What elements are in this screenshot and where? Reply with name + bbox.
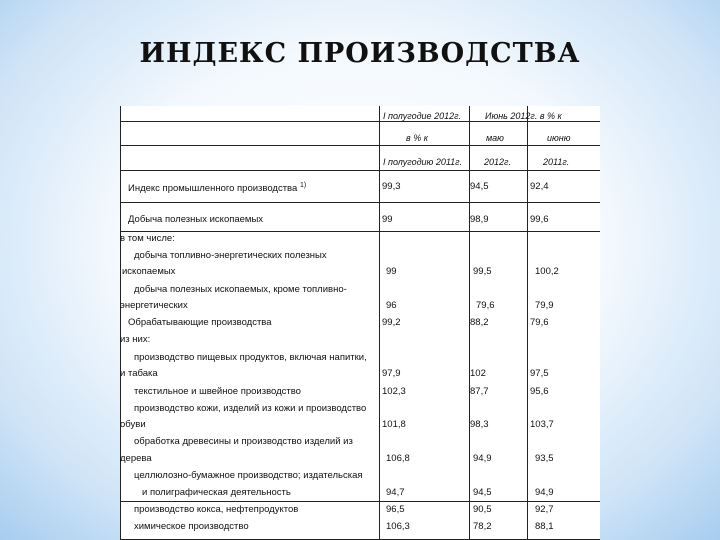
header-col1-line3: I полугодию 2011г.: [383, 157, 463, 167]
row-rule-1: [120, 202, 600, 203]
table-cell: 99: [386, 266, 397, 277]
table-cell: 95,6: [530, 386, 549, 397]
table-cell: 99,3: [382, 181, 401, 192]
header-rule-3: [120, 170, 600, 171]
table-cell: 79,6: [476, 300, 495, 311]
table-cell: 92,4: [530, 181, 549, 192]
page-title: ИНДЕКС ПРОИЗВОДСТВА: [139, 38, 581, 69]
table-row-label: Индекс промышленного производства $^{1)}$: [128, 182, 307, 195]
header-rule-2: [120, 145, 600, 146]
header-col2-line2: 2012г.: [484, 157, 511, 167]
table-row-label: производство кожи, изделий из кожи и производство: [134, 403, 367, 414]
table-row-label: энергетических: [120, 300, 188, 311]
table-row-label: добыча топливно-энергетических полезных: [134, 250, 327, 261]
table-cell: 88,1: [535, 521, 554, 532]
table-cell: 101,8: [382, 419, 406, 430]
table-cell: 99,5: [473, 266, 492, 277]
table-cell: 94,9: [473, 453, 492, 464]
table-row-label: из них:: [120, 334, 151, 345]
table-row-label: текстильное и швейное производство: [134, 386, 301, 397]
header-col3-line2: 2011г.: [543, 157, 570, 167]
table-cell: 93,5: [535, 453, 554, 464]
table-row-label: производство кокса, нефтепродуктов: [134, 504, 299, 515]
table-row-label: в том числе:: [120, 233, 175, 244]
table-row-label: целлюлозно-бумажное производство; издательская: [134, 470, 363, 481]
table-cell: 98,9: [470, 214, 489, 225]
row-rule-3: [120, 501, 600, 502]
table-row-label: дерева: [120, 453, 152, 464]
table-cell: 96,5: [386, 504, 405, 515]
table-cell: 97,9: [382, 368, 401, 379]
table-cell: 97,5: [530, 368, 549, 379]
header-col2-line1: маю: [486, 133, 504, 143]
table-cell: 106,3: [386, 521, 410, 532]
table-cell: 106,8: [386, 453, 410, 464]
table-cell: 92,7: [535, 504, 554, 515]
production-index-table: [120, 106, 600, 540]
header-col1-line2: в % к: [406, 133, 428, 143]
table-cell: 90,5: [473, 504, 492, 515]
table-border-left: [120, 106, 121, 540]
table-cell: 94,5: [473, 487, 492, 498]
table-cell: 103,7: [530, 419, 554, 430]
table-row-label: и табака: [120, 368, 158, 379]
table-cell: 99,2: [382, 317, 401, 328]
table-cell: 79,6: [530, 317, 549, 328]
table-cell: 98,3: [470, 419, 489, 430]
column-divider-1: [379, 106, 380, 540]
column-divider-3: [527, 106, 528, 540]
row-rule-2: [120, 231, 600, 232]
table-cell: 99,6: [530, 214, 549, 225]
table-cell: 100,2: [535, 266, 559, 277]
table-row-label: Добыча полезных ископаемых: [128, 214, 264, 225]
table-cell: 94,7: [386, 487, 405, 498]
table-cell: 88,2: [470, 317, 489, 328]
table-cell: 87,7: [470, 386, 489, 397]
table-row-label: и полиграфическая деятельность: [142, 487, 291, 498]
table-row-label: ископаемых: [122, 266, 176, 277]
table-cell: 102: [470, 368, 486, 379]
table-row-label: производство пищевых продуктов, включая напитки,: [134, 352, 367, 363]
table-cell: 99: [382, 214, 393, 225]
table-cell: 94,9: [535, 487, 554, 498]
table-cell: 102,3: [382, 386, 406, 397]
table-row-label: Обрабатывающие производства: [128, 317, 272, 328]
header-col1-line1: I полугодие 2012г.: [383, 111, 462, 121]
table-row-label: химическое производство: [134, 521, 249, 532]
table-cell: 78,2: [473, 521, 492, 532]
table-row-label: обуви: [120, 419, 146, 430]
table-cell: 79,9: [535, 300, 554, 311]
table-row-label: обработка древесины и производство изделий из: [134, 436, 353, 447]
table-cell: 96: [386, 300, 397, 311]
header-col3-line1: июню: [547, 133, 571, 143]
table-row-label: добыча полезных ископаемых, кроме топливно-: [134, 284, 347, 295]
header-group: Июнь 2012г. в % к: [485, 111, 562, 121]
table-cell: 94,5: [470, 181, 489, 192]
